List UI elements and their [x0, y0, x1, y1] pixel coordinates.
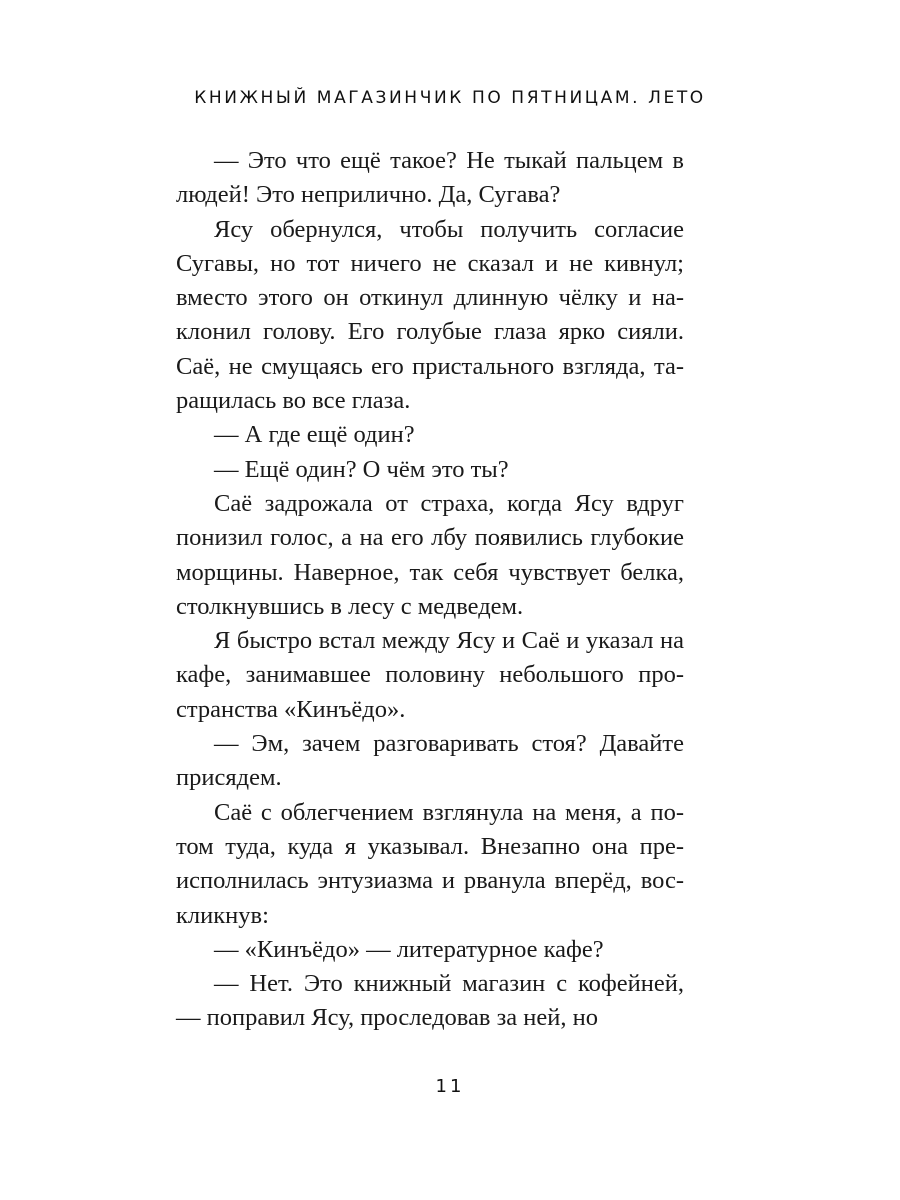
- page-number: 11: [435, 1076, 465, 1097]
- paragraph: — Это что ещё такое? Не тыкай пальцем в людей! Это неприлично. Да, Сугава?: [176, 147, 684, 209]
- paragraph: Ясу обернулся, чтобы получить согласие Сугавы, но тот ничего не сказал и не кивнул; вместо этого он откинул длинную чёлку и наклонил голову. Его голубые глаза ярко сияли. Саё, не смущаясь его пристального взгляда, таращилась во все глаза.: [176, 215, 684, 415]
- paragraph: — А где ещё один?: [214, 421, 415, 449]
- paragraph: Саё задрожала от страха, когда Ясу вдруг понизил голос, а на его лбу появились глубокие морщины. Наверное, так себя чувствует белка, столкнувшись в лесу с медведем.: [176, 489, 684, 620]
- paragraph: — Ещё один? О чём это ты?: [214, 455, 509, 483]
- paragraph: Саё с облегчением взглянула на меня, а потом туда, куда я указывал. Внезапно она преисполнилась энтузиазма и рванула вперёд, воскликнув:: [176, 798, 684, 929]
- paragraph: — Нет. Это книжный магазин с кофейней, — поправил Ясу, проследовав за ней, но: [176, 970, 684, 1032]
- paragraph: — Эм, зачем разговаривать стоя? Давайте присядем.: [176, 730, 684, 792]
- paragraph: Я быстро встал между Ясу и Саё и указал на кафе, занимавшее половину небольшого пространства «Кинъёдо».: [176, 627, 684, 723]
- paragraph: — «Кинъёдо» — литературное кафе?: [214, 935, 604, 963]
- body-text: [176, 144, 684, 1036]
- running-header: КНИЖНЫЙ МАГАЗИНЧИК ПО ПЯТНИЦАМ. ЛЕТО: [194, 88, 706, 108]
